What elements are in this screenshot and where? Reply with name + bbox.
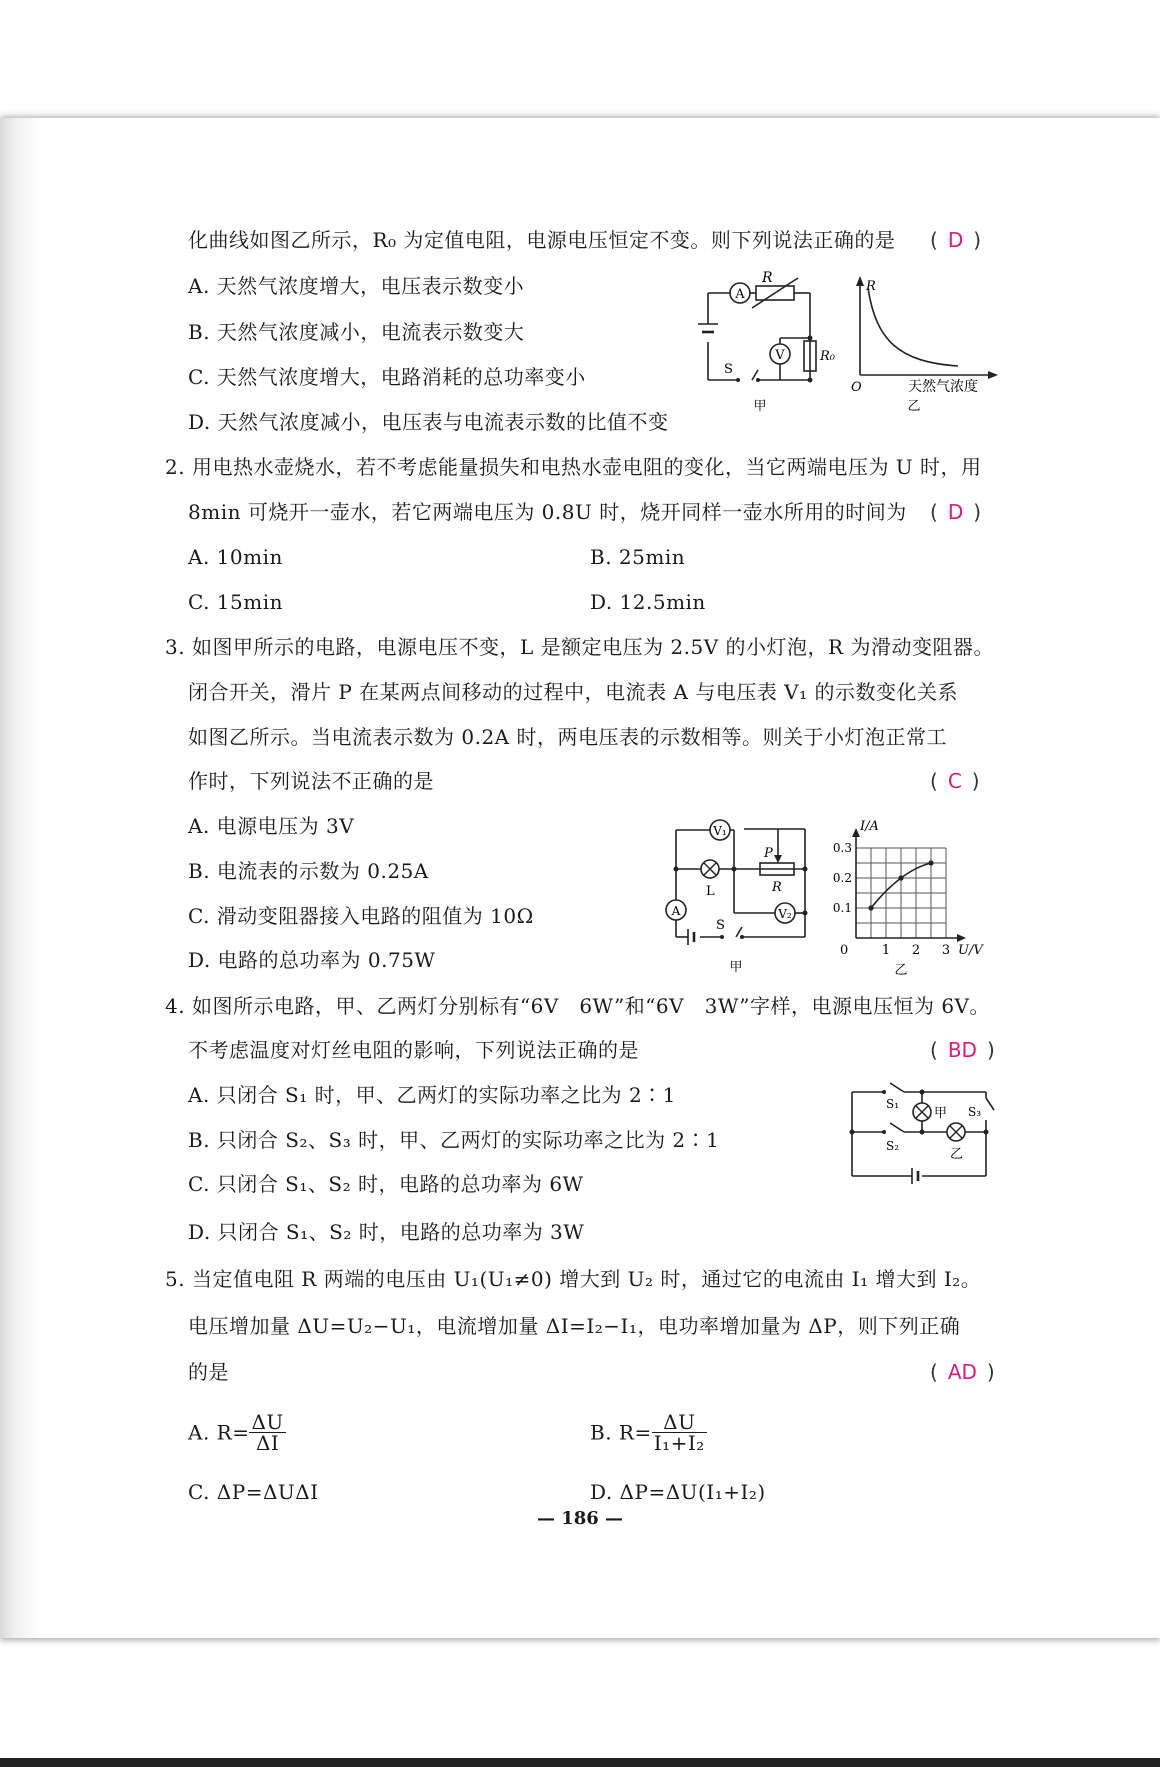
q5-answer-value: AD	[947, 1360, 977, 1384]
q1-fig-jia-caption: 甲	[753, 399, 767, 414]
q4-circuit-figure	[846, 1080, 1001, 1185]
q3-v2-label: V₂	[778, 907, 792, 921]
q5-line3: 的是	[188, 1360, 229, 1384]
q4-lamp-jia-label: 甲	[934, 1106, 948, 1121]
q1-option-b: B. 天然气浓度减小，电流表示数变大	[188, 320, 525, 344]
q1-graph-xlabel: 天然气浓度	[908, 379, 978, 395]
q3-answer-value: C	[947, 769, 962, 793]
q2-answer: ( D )	[930, 500, 982, 524]
q3-chart-x-arrow	[957, 934, 966, 942]
q3-chart-point	[898, 875, 903, 880]
q3-chart-y-tick: 0.1	[832, 901, 852, 915]
q3-switch-label: S	[716, 918, 725, 933]
q3-ammeter-label: A	[671, 904, 681, 918]
q1-answer: ( D )	[930, 228, 982, 252]
q5-option-a-denominator: ΔI	[255, 1431, 280, 1455]
q3-line2: 闭合开关，滑片 P 在某两点间移动的过程中，电流表 A 与电压表 V₁ 的示数变化关系	[188, 680, 959, 704]
q2-option-a: A. 10min	[188, 545, 283, 569]
q4-option-b: B. 只闭合 S₂、S₃ 时，甲、乙两灯的实际功率之比为 2∶1	[188, 1128, 720, 1152]
q3-chart-caption: 乙	[894, 963, 908, 978]
q4-line1: 4. 如图所示电路，甲、乙两灯分别标有“6V 6W”和“6V 3W”字样，电源电压恒为 6V。	[165, 994, 991, 1018]
q3-v1-label: V₁	[713, 824, 727, 838]
q3-chart-point	[868, 905, 873, 910]
q2-option-b: B. 25min	[590, 545, 686, 569]
q4-line2: 不考虑温度对灯丝电阻的影响，下列说法正确的是	[188, 1038, 639, 1062]
q5-option-b-fraction	[652, 1412, 707, 1453]
q3-chart-ylabel: I/A	[860, 819, 879, 834]
page-number: — 186 —	[536, 1508, 624, 1529]
q2-line2: 8min 可烧开一壶水，若它两端电压为 0.8U 时，烧开同样一壶水所用的时间为	[188, 500, 907, 524]
q2-option-d: D. 12.5min	[590, 590, 706, 614]
q3-lamp-label: L	[706, 884, 715, 899]
q5-line1: 5. 当定值电阻 R 两端的电压由 U₁(U₁≠0) 增大到 U₂ 时，通过它的电流由 I₁ 增大到 I₂。	[165, 1267, 982, 1291]
q3-chart-y-tick: 0.2	[832, 871, 852, 885]
q1-fig-yi-caption: 乙	[907, 399, 921, 414]
q3-fig-jia-caption: 甲	[729, 960, 743, 975]
q5-answer: ( AD )	[930, 1360, 995, 1384]
q1-option-a: A. 天然气浓度增大，电压表示数变小	[188, 274, 525, 298]
q3-chart-origin: 0	[840, 943, 849, 958]
q3-option-c: C. 滑动变阻器接入电路的阻值为 10Ω	[188, 904, 534, 928]
q4-option-a: A. 只闭合 S₁ 时，甲、乙两灯的实际功率之比为 2∶1	[188, 1083, 676, 1107]
q5-option-b-denominator: I₁+I₂	[653, 1431, 705, 1455]
q5-option-c: C. ΔP=ΔUΔI	[188, 1480, 319, 1504]
q1-resistor-r0-label: R₀	[820, 349, 835, 364]
q4-s2-label: S₂	[886, 1139, 900, 1153]
q5-line2: 电压增加量 ΔU=U₂−U₁，电流增加量 ΔI=I₂−I₁，电功率增加量为 ΔP，则下列正确	[188, 1314, 961, 1338]
q5-option-d: D. ΔP=ΔU(I₁+I₂)	[590, 1480, 766, 1504]
q4-answer-value: BD	[947, 1038, 977, 1062]
q1-voltmeter-label: V	[775, 348, 785, 363]
q3-line4: 作时，下列说法不正确的是	[188, 769, 434, 793]
q5-option-b-numerator: ΔU	[652, 1412, 707, 1433]
q1-answer-value: D	[947, 228, 964, 252]
q5-option-a-numerator: ΔU	[251, 1410, 284, 1434]
q5-option-b-prefix: B. R=	[590, 1420, 652, 1445]
q1-switch-label: S	[724, 362, 733, 377]
q2-line1: 2. 用电热水壶烧水，若不考虑能量损失和电热水壶电阻的变化，当它两端电压为 U 时，用	[165, 455, 982, 479]
q5-option-a-fraction	[249, 1412, 285, 1453]
q3-line3: 如图乙所示。当电流表示数为 0.2A 时，两电压表的示数相等。则关于小灯泡正常工	[188, 725, 947, 749]
q5-option-a-prefix: A. R=	[188, 1420, 250, 1445]
q3-chart-x-tick: 3	[941, 943, 951, 958]
q3-circuit-figure	[660, 815, 820, 975]
q2-answer-value: D	[947, 500, 964, 524]
q4-option-d: D. 只闭合 S₁、S₂ 时，电路的总功率为 3W	[188, 1220, 585, 1244]
q3-rheostat-label: R	[772, 880, 782, 895]
q3-option-b: B. 电流表的示数为 0.25A	[188, 859, 429, 883]
q1-circuit-figure	[690, 268, 840, 416]
q3-option-d: D. 电路的总功率为 0.75W	[188, 948, 436, 972]
bottom-bar	[0, 1758, 1160, 1767]
q3-chart-y-tick: 0.3	[832, 841, 852, 855]
q3-answer: ( C )	[930, 769, 980, 793]
q3-slider-p-label: P	[764, 846, 773, 861]
q4-option-c: C. 只闭合 S₁、S₂ 时，电路的总功率为 6W	[188, 1172, 584, 1196]
q3-option-a: A. 电源电压为 3V	[188, 814, 355, 838]
q3-chart-x-tick: 1	[881, 943, 891, 958]
q3-chart-x-tick: 2	[911, 943, 921, 958]
q3-line1: 3. 如图甲所示的电路，电源电压不变，L 是额定电压为 2.5V 的小灯泡，R 为滑动变阻器。	[165, 635, 994, 659]
q4-lamp-yi-label: 乙	[950, 1147, 964, 1162]
q3-chart-point	[928, 860, 933, 865]
q4-s3-label: S₃	[968, 1105, 982, 1119]
q1-option-d: D. 天然气浓度减小，电压表与电流表示数的比值不变	[188, 410, 669, 434]
q1-intro: 化曲线如图乙所示，R₀ 为定值电阻，电源电压恒定不变。则下列说法正确的是	[188, 228, 896, 252]
q4-s1-label: S₁	[886, 1097, 900, 1111]
q3-chart-y-arrow	[852, 828, 860, 837]
q5-option-b	[590, 1412, 707, 1453]
q2-option-c: C. 15min	[188, 590, 283, 614]
q1-option-c: C. 天然气浓度增大，电路消耗的总功率变小	[188, 365, 586, 389]
q1-graph-figure	[848, 270, 998, 416]
q1-graph-ylabel: R	[866, 279, 876, 294]
q1-ammeter-label: A	[735, 287, 745, 302]
q1-graph-origin: O	[851, 380, 862, 395]
q3-chart-xlabel: U/V	[958, 943, 983, 958]
q3-chart	[830, 808, 1002, 980]
q1-resistor-r-label: R	[762, 270, 773, 286]
q5-option-a	[188, 1412, 286, 1453]
q4-answer: ( BD )	[930, 1038, 995, 1062]
